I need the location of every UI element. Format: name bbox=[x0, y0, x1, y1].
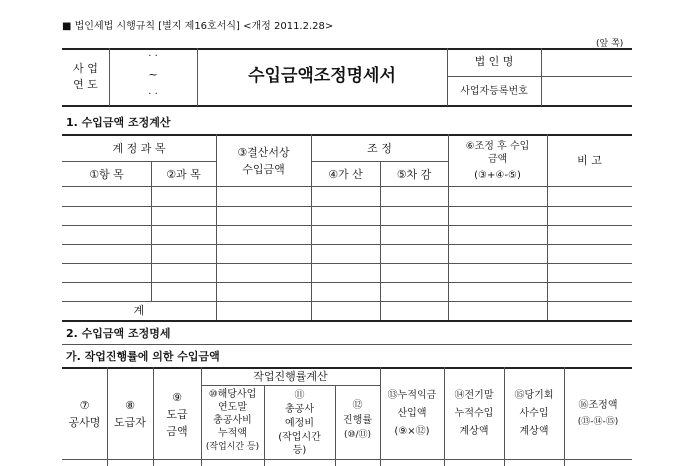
col-12-line2: (⑩/⑪) bbox=[343, 430, 372, 440]
col-14-line2: 누적수입 bbox=[454, 408, 494, 419]
col-16-line2: (⑬-⑭-⑮) bbox=[577, 417, 619, 427]
period-separator: ~ bbox=[148, 68, 158, 81]
col-10-line5: (작업시간 등) bbox=[205, 442, 260, 452]
col-12-line1: 진행률 bbox=[343, 415, 372, 426]
col-settlement-line1: ③결산서상 bbox=[237, 146, 290, 159]
divider bbox=[62, 161, 216, 162]
title-block-bottom-border bbox=[62, 105, 632, 107]
corporation-name-label: 법 인 명 bbox=[474, 55, 514, 68]
col-11-line4: 등) bbox=[292, 445, 307, 456]
col-remarks: 비 고 bbox=[577, 154, 602, 167]
section-2-title: 2. 수입금액 조정명세 bbox=[66, 327, 171, 340]
col-13-line2: 산입액 bbox=[397, 408, 427, 419]
divider bbox=[380, 161, 381, 320]
col-addition: ④가 산 bbox=[328, 168, 363, 181]
col-15-line1: ⑮당기회 bbox=[514, 390, 554, 401]
divider bbox=[151, 161, 152, 301]
page-side-label: (앞 쪽) bbox=[596, 39, 624, 49]
col-11-line3: (작업시간 bbox=[278, 432, 321, 443]
business-year-label-2: 연 도 bbox=[73, 78, 98, 91]
col-14-line3: 계상액 bbox=[459, 426, 489, 437]
period-start-dots: · · bbox=[148, 51, 158, 62]
section-1-title: 1. 수입금액 조정계산 bbox=[66, 116, 171, 129]
col-16-line1: ⑯조정액 bbox=[578, 400, 618, 411]
col-11-number: ⑪ bbox=[294, 390, 305, 401]
col-7-project-name: 공사명 bbox=[68, 416, 101, 429]
col-10-line4: 누적액 bbox=[218, 428, 247, 439]
col-11-line1: 총공사 bbox=[285, 404, 314, 415]
total-row-label: 계 bbox=[133, 304, 145, 317]
divider bbox=[541, 48, 542, 106]
col-8-number: ⑧ bbox=[125, 399, 135, 412]
col-15-line2: 사수입 bbox=[519, 408, 549, 419]
col-14-line1: ⑭전기말 bbox=[454, 390, 494, 401]
divider bbox=[62, 344, 632, 345]
col-subject: ②과 목 bbox=[166, 168, 201, 181]
col-8-contractor: 도급자 bbox=[114, 416, 146, 429]
col-12-number: ⑫ bbox=[352, 400, 363, 411]
divider bbox=[216, 134, 217, 320]
col-deduction: ⑤차 감 bbox=[396, 168, 432, 181]
section-1-bottom-border bbox=[62, 320, 632, 322]
col-11-line2: 예정비 bbox=[285, 418, 314, 429]
col-13-line1: ⑬누적익금 bbox=[387, 390, 437, 401]
period-end-dots: · · bbox=[148, 89, 158, 100]
section-2a-top-border bbox=[62, 367, 632, 369]
col-13-line3: (⑨×⑫) bbox=[394, 426, 430, 437]
col-7-number: ⑦ bbox=[79, 399, 90, 412]
col-progress-calc: 작업진행률계산 bbox=[253, 370, 328, 383]
business-year-label-1: 사 업 bbox=[73, 62, 98, 75]
col-after-adjust-formula: (③+④-⑤) bbox=[474, 170, 521, 181]
business-reg-number-label: 사업자등록번호 bbox=[460, 86, 528, 97]
header-bottom-line bbox=[62, 459, 632, 460]
divider bbox=[201, 385, 380, 386]
divider bbox=[311, 134, 312, 320]
col-9-line1: 도급 bbox=[166, 408, 188, 421]
divider bbox=[447, 76, 632, 77]
col-15-line3: 계상액 bbox=[519, 426, 549, 437]
col-10-line2: 연도말 bbox=[218, 402, 247, 413]
col-adjustment: 조 정 bbox=[367, 142, 392, 155]
col-account-subject: 계 정 과 목 bbox=[112, 142, 166, 155]
col-10-line3: 총공사비 bbox=[213, 415, 252, 426]
col-after-adjust-line2: 금액 bbox=[487, 154, 508, 165]
form-regulation-line: ■ 법인세법 시행규칙 [별지 제16호서식] <개정 2011.2.28> bbox=[62, 21, 334, 32]
section-2a-title: 가. 작업진행률에 의한 수입금액 bbox=[66, 350, 220, 363]
col-9-line2: 금액 bbox=[166, 425, 188, 438]
col-settlement-line2: 수입금액 bbox=[242, 163, 285, 176]
col-10-line1: ⑩해당사업 bbox=[208, 389, 257, 400]
col-item: ①항 목 bbox=[89, 168, 124, 181]
col-9-number: ⑨ bbox=[172, 391, 182, 404]
form-title: 수입금액조정명세서 bbox=[248, 66, 396, 86]
col-after-adjust-line1: ⑥조정 후 수입 bbox=[465, 141, 530, 152]
